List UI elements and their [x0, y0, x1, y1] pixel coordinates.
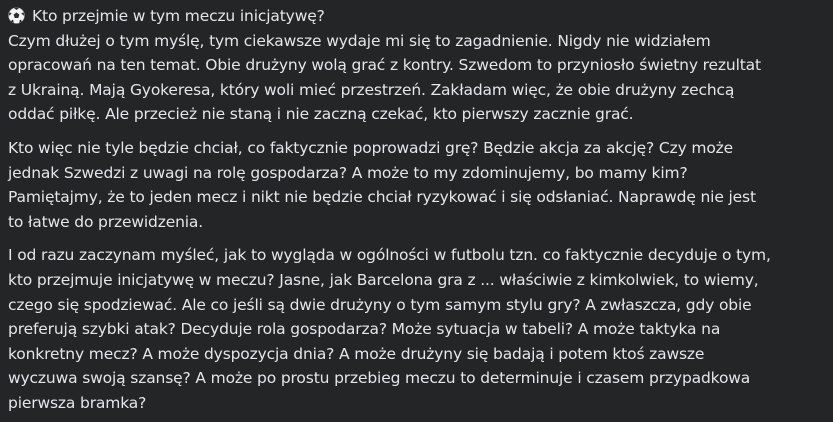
paragraph-line: I od razu zaczynam myśleć, jak to wygląda w ogólności w futbolu tzn. co faktycznie decyduje o tym,: [8, 246, 771, 265]
paragraph-line: Kto więc nie tyle będzie chciał, co faktycznie poprowadzi grę? Będzie akcja za akcję? Czy może: [8, 138, 734, 157]
paragraph-2: [8, 136, 825, 234]
paragraph-3: [8, 243, 825, 415]
paragraph-line: czego się spodziewać. Ale co jeśli są dwie drużyny o tym samym stylu gry? A zwłaszcza, gdy obie: [8, 295, 752, 314]
post-heading-text: Kto przejmie w tym meczu inicjatywę?: [32, 7, 325, 25]
soccer-ball-icon: [8, 7, 25, 24]
paragraph-line: to łatwe do przewidzenia.: [8, 212, 204, 231]
paragraph-1: [8, 4, 825, 127]
paragraph-line: Pamiętajmy, że to jeden mecz i nikt nie będzie chciał ryzykować i się odsłaniać. Naprawdę nie jest: [8, 188, 756, 207]
paragraph-line: konkretny mecz? A może dyspozycja dnia? A może drużyny się badają i potem ktoś zawsze: [8, 344, 705, 363]
paragraph-line: wyczuwa swoją szansę? A może po prostu przebieg meczu to determinuje i czasem przypadkowa: [8, 369, 751, 388]
paragraph-line: z Ukrainą. Mają Gyokeresa, który woli mieć przestrzeń. Zakładam więc, że obie drużyny zechcą: [8, 80, 735, 99]
post-heading-line: [8, 4, 825, 29]
paragraph-line: opracowań na ten temat. Obie drużyny wolą grać z kontry. Szwedom to przyniosło świetny rezultat: [8, 56, 761, 75]
paragraph-line: Czym dłużej o tym myślę, tym ciekawsze wydaje mi się to zagadnienie. Nigdy nie widziałem: [8, 31, 711, 50]
paragraph-line: kto przejmuje inicjatywę w meczu? Jasne, jak Barcelona gra z ... właściwie z kimkolwiek, to wiemy,: [8, 270, 759, 289]
paragraph-line: pierwsza bramka?: [8, 393, 147, 412]
paragraph-line: jednak Szwedzi z uwagi na rolę gospodarza? A może to my zdominujemy, bo mamy kim?: [8, 163, 688, 182]
paragraph-line: preferują szybki atak? Decyduje rola gospodarza? Może sytuacja w tabeli? A może taktyka na: [8, 320, 721, 339]
paragraph-line: oddać piłkę. Ale przecież nie staną i nie zaczną czekać, kto pierwszy zacznie grać.: [8, 105, 634, 124]
